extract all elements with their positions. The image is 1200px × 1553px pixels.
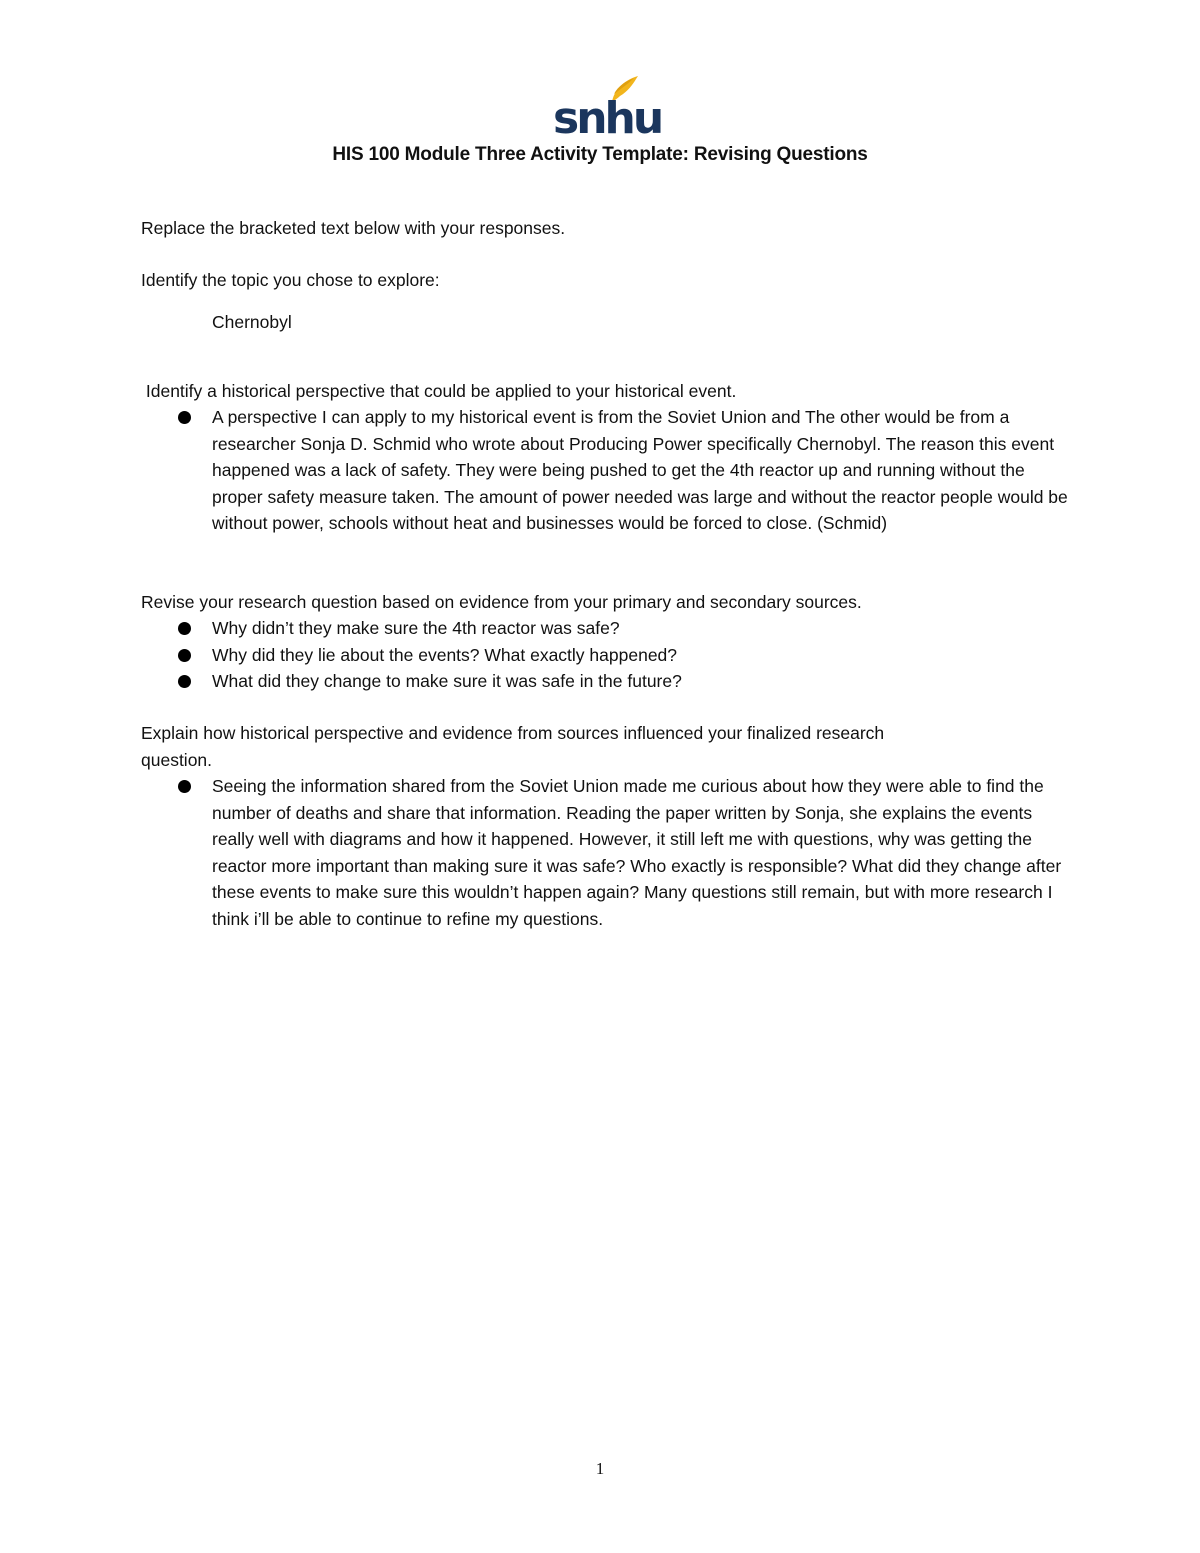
revise-prompt: Revise your research question based on evidence from your primary and secondary sources.: [141, 592, 862, 612]
perspective-prompt: Identify a historical perspective that could be applied to your historical event.: [141, 381, 737, 401]
explain-bullet-text: Seeing the information shared from the Soviet Union made me curious about how they were able to find the number of deaths and share that information. Reading the paper written by Sonja, she explains the events really well with diagrams and how it happened. However, it still left me with questions, why was getting the reactor more important than making sure it was safe? Who exactly is responsible? What did they change after these events to make sure this wouldn’t happen again? Many questions still remain, but with more research I think i’ll be able to continue to refine my questions.: [212, 776, 1062, 929]
explain-bullet-list: [0, 773, 1072, 932]
list-item: [0, 642, 1072, 669]
document-title: HIS 100 Module Three Activity Template: Revising Questions: [332, 144, 868, 165]
bullet-icon: [178, 411, 191, 424]
revise-question-3: What did they change to make sure it was safe in the future?: [212, 671, 682, 691]
list-item: [0, 668, 1072, 695]
snhu-logo-image: [552, 72, 662, 144]
topic-answer: Chernobyl: [212, 312, 292, 332]
list-item: [0, 615, 1072, 642]
list-item: [0, 773, 1072, 932]
bullet-icon: [178, 780, 191, 793]
revise-bullet-list: [0, 615, 1072, 695]
bullet-icon: [178, 622, 191, 635]
list-item: [0, 404, 1072, 537]
topic-prompt: Identify the topic you chose to explore:: [141, 270, 440, 290]
revise-question-1: Why didn’t they make sure the 4th reactor was safe?: [212, 618, 620, 638]
svg-text:snhu: snhu: [553, 93, 662, 144]
explain-prompt-line2: question.: [141, 750, 213, 770]
snhu-logo: [552, 72, 662, 144]
perspective-bullet-list: [0, 404, 1072, 537]
bullet-icon: [178, 649, 191, 662]
perspective-bullet-text: A perspective I can apply to my historical event is from the Soviet Union and The other would be from a researcher Sonja D. Schmid who wrote about Producing Power specifically Chernobyl. The reason this event happened was a lack of safety. They were being pushed to get the 4th reactor up and running without the proper safety measure taken. The amount of power needed was large and without the reactor people would be without power, schools without heat and businesses would be forced to close. (Schmid): [212, 407, 1068, 533]
revise-question-2: Why did they lie about the events? What exactly happened?: [212, 644, 678, 665]
instructions-text: Replace the bracketed text below with your responses.: [141, 218, 566, 238]
bullet-icon: [178, 675, 191, 688]
page-number: 1: [595, 1459, 605, 1478]
explain-prompt-line1: Explain how historical perspective and evidence from sources influenced your finalized research: [141, 723, 885, 743]
